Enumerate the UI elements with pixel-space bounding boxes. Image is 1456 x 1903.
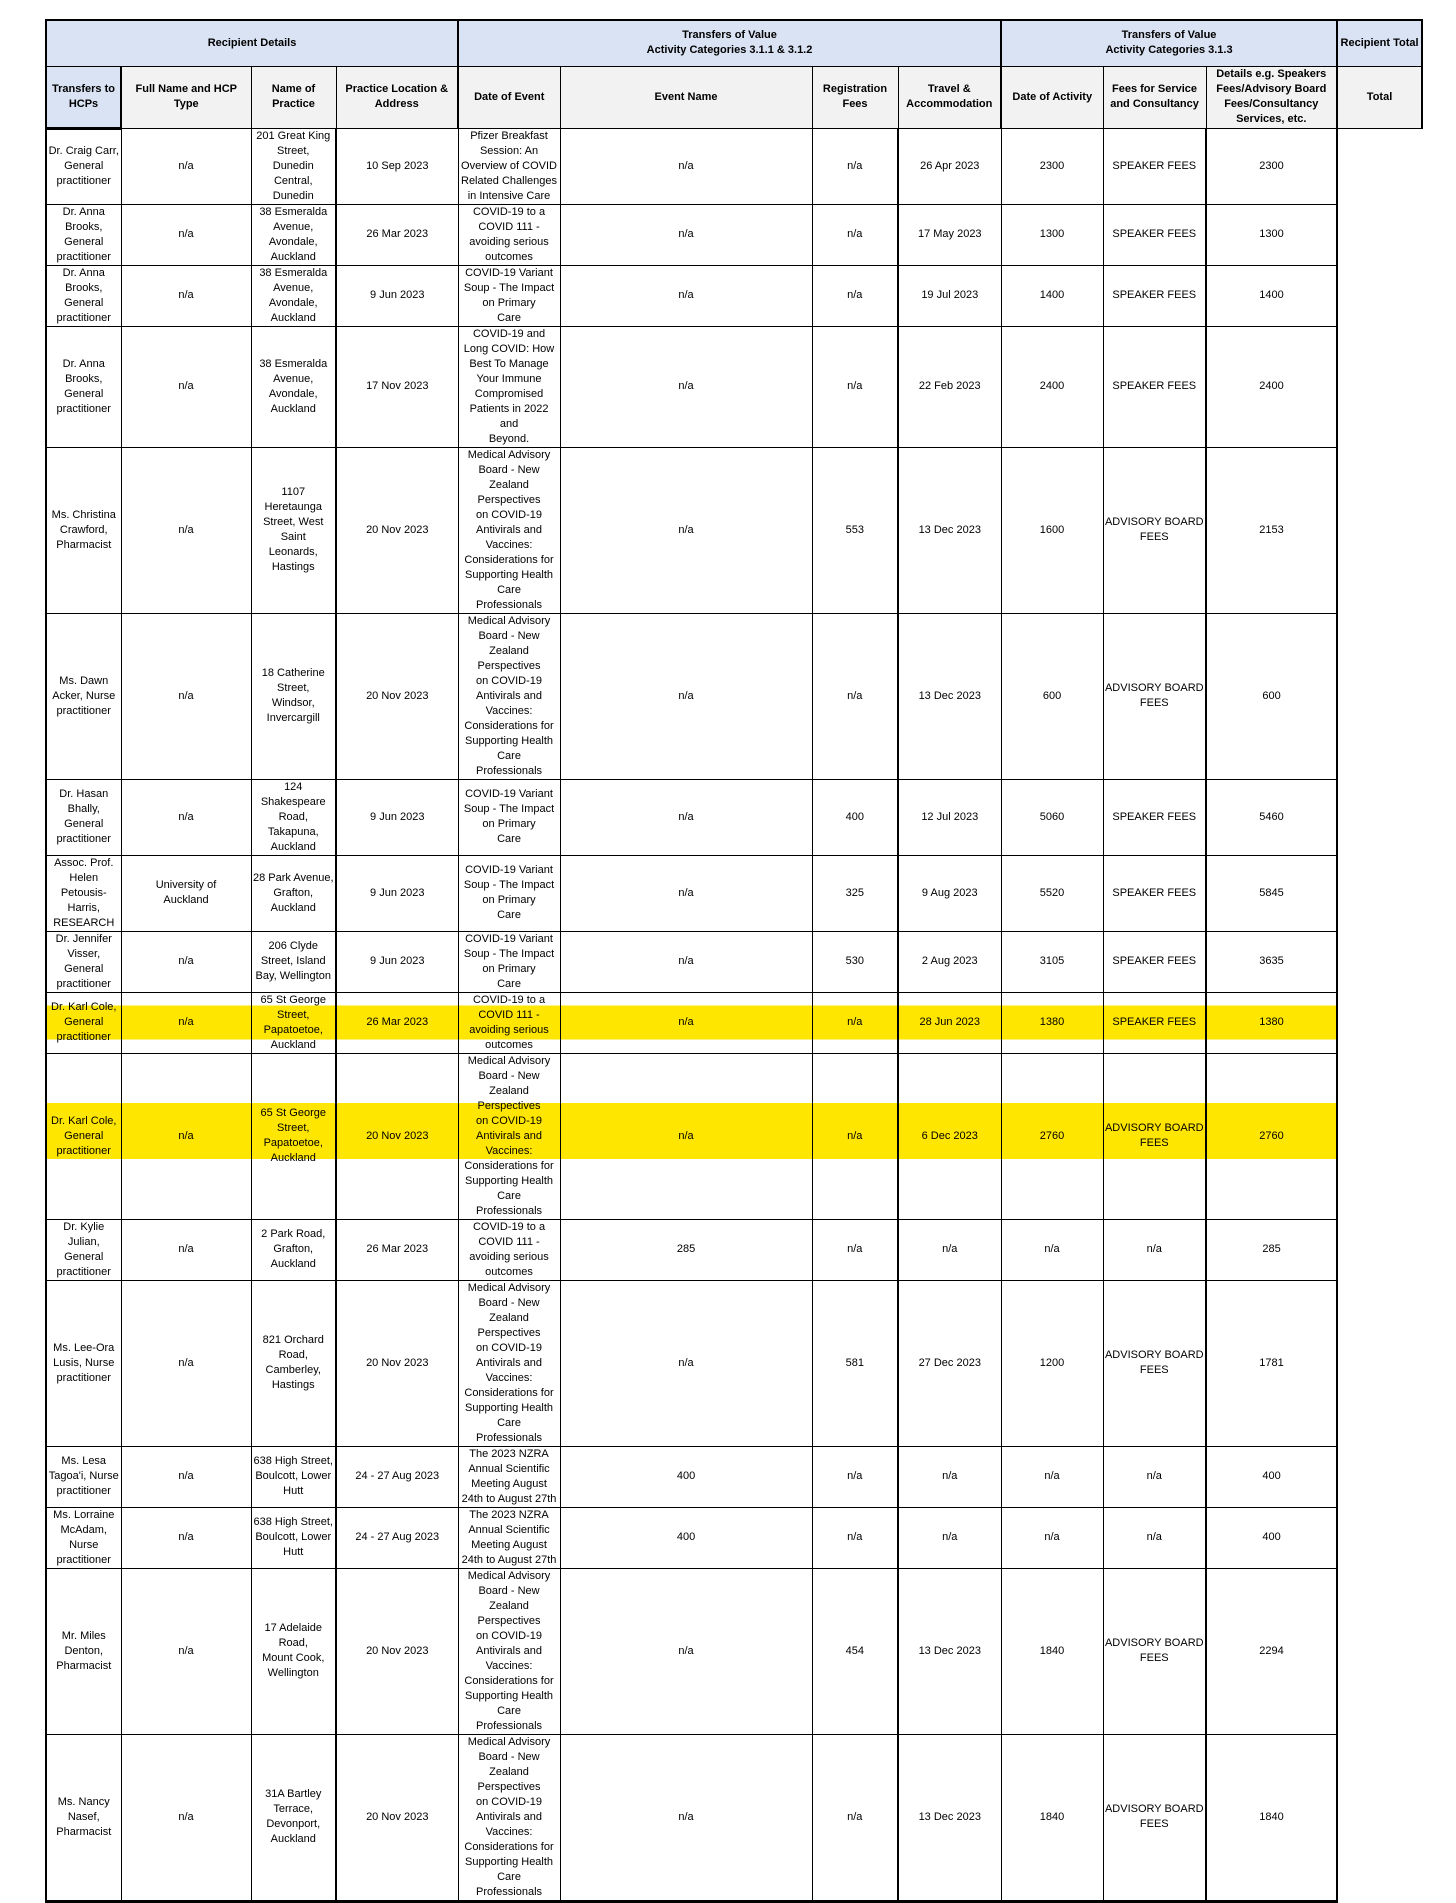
cell-event-name: Medical Advisory Board - New Zealand Perspectives on COVID-19 Antivirals and Vaccines: Considerations for Supporting Health Care Professionals bbox=[458, 613, 560, 779]
cell-date-activity: n/a bbox=[898, 1446, 1001, 1507]
cell-practice: n/a bbox=[121, 1053, 251, 1219]
table-row bbox=[46, 779, 1422, 855]
cell-date-activity: 12 Jul 2023 bbox=[898, 779, 1001, 855]
cell-travel: n/a bbox=[812, 265, 898, 326]
cell-total: 2294 bbox=[1206, 1568, 1337, 1734]
col-practice-header: Name of Practice bbox=[251, 66, 336, 128]
cell-details: n/a bbox=[1103, 1446, 1206, 1507]
cell-full-name: Dr. Craig Carr, General practitioner bbox=[46, 128, 121, 204]
cell-date-event: 20 Nov 2023 bbox=[336, 613, 458, 779]
table-row bbox=[46, 931, 1422, 992]
cell-location: 65 St George Street, Papatoetoe, Auckland bbox=[251, 992, 336, 1053]
cell-details: ADVISORY BOARD FEES bbox=[1103, 1568, 1206, 1734]
cell-total: 2760 bbox=[1206, 1053, 1337, 1219]
table-row bbox=[46, 326, 1422, 447]
cell-registration: 400 bbox=[560, 1507, 812, 1568]
cell-fees: 1200 bbox=[1001, 1280, 1103, 1446]
cell-date-event: 20 Nov 2023 bbox=[336, 1280, 458, 1446]
cell-date-event: 9 Jun 2023 bbox=[336, 855, 458, 931]
table-row bbox=[46, 447, 1422, 613]
cell-location: 17 Adelaide Road, Mount Cook, Wellington bbox=[251, 1568, 336, 1734]
cell-location: 28 Park Avenue, Grafton, Auckland bbox=[251, 855, 336, 931]
cell-registration: n/a bbox=[560, 931, 812, 992]
cell-travel: n/a bbox=[812, 613, 898, 779]
cell-date-activity: 19 Jul 2023 bbox=[898, 265, 1001, 326]
cell-date-activity: 13 Dec 2023 bbox=[898, 1734, 1001, 1901]
cell-fees: 2300 bbox=[1001, 128, 1103, 204]
cell-date-event: 24 - 27 Aug 2023 bbox=[336, 1507, 458, 1568]
cell-event-name: COVID-19 Variant Soup - The Impact on Primary Care bbox=[458, 779, 560, 855]
cell-practice: n/a bbox=[121, 1568, 251, 1734]
cell-total: 1400 bbox=[1206, 265, 1337, 326]
cell-full-name: Dr. Anna Brooks, General practitioner bbox=[46, 265, 121, 326]
cell-practice: University of Auckland bbox=[121, 855, 251, 931]
cell-travel: n/a bbox=[812, 1053, 898, 1219]
cell-fees: 600 bbox=[1001, 613, 1103, 779]
tov-313-header: Transfers of Value Activity Categories 3.1.3 bbox=[1001, 20, 1337, 66]
table-row bbox=[46, 1219, 1422, 1280]
cell-date-event: 17 Nov 2023 bbox=[336, 326, 458, 447]
column-header-row bbox=[46, 66, 1422, 128]
table-row bbox=[46, 1568, 1422, 1734]
cell-full-name: Ms. Christina Crawford, Pharmacist bbox=[46, 447, 121, 613]
cell-fees: 2400 bbox=[1001, 326, 1103, 447]
cell-travel: 454 bbox=[812, 1568, 898, 1734]
cell-event-name: Medical Advisory Board - New Zealand Perspectives on COVID-19 Antivirals and Vaccines: Considerations for Supporting Health Care Professionals bbox=[458, 1053, 560, 1219]
cell-fees: 5520 bbox=[1001, 855, 1103, 931]
cell-full-name: Ms. Lee-Ora Lusis, Nurse practitioner bbox=[46, 1280, 121, 1446]
cell-practice: n/a bbox=[121, 1219, 251, 1280]
cell-date-activity: n/a bbox=[898, 1219, 1001, 1280]
cell-event-name: COVID-19 to a COVID 111 - avoiding serious outcomes bbox=[458, 204, 560, 265]
transfers-of-value-table bbox=[45, 19, 1423, 1903]
cell-location: 201 Great King Street, Dunedin Central, Dunedin bbox=[251, 128, 336, 204]
tov-311-312-header: Transfers of Value Activity Categories 3.1.1 & 3.1.2 bbox=[458, 20, 1001, 66]
cell-date-activity: 26 Apr 2023 bbox=[898, 128, 1001, 204]
cell-travel: 400 bbox=[812, 779, 898, 855]
table-row bbox=[46, 204, 1422, 265]
cell-date-event: 10 Sep 2023 bbox=[336, 128, 458, 204]
cell-full-name: Ms. Lorraine McAdam, Nurse practitioner bbox=[46, 1507, 121, 1568]
cell-details: SPEAKER FEES bbox=[1103, 992, 1206, 1053]
cell-date-event: 20 Nov 2023 bbox=[336, 447, 458, 613]
cell-date-event: 9 Jun 2023 bbox=[336, 265, 458, 326]
col-details-header: Details e.g. Speakers Fees/Advisory Board Fees/Consultancy Services, etc. bbox=[1206, 66, 1337, 128]
col-registration-header: Registration Fees bbox=[812, 66, 898, 128]
cell-details: SPEAKER FEES bbox=[1103, 326, 1206, 447]
cell-registration: n/a bbox=[560, 779, 812, 855]
cell-total: 400 bbox=[1206, 1446, 1337, 1507]
cell-fees: 1840 bbox=[1001, 1734, 1103, 1901]
cell-details: SPEAKER FEES bbox=[1103, 779, 1206, 855]
cell-full-name: Dr. Jennifer Visser, General practitioner bbox=[46, 931, 121, 992]
cell-practice: n/a bbox=[121, 992, 251, 1053]
cell-registration: n/a bbox=[560, 326, 812, 447]
cell-location: 821 Orchard Road, Camberley, Hastings bbox=[251, 1280, 336, 1446]
cell-date-event: 26 Mar 2023 bbox=[336, 992, 458, 1053]
cell-details: SPEAKER FEES bbox=[1103, 265, 1206, 326]
cell-event-name: Medical Advisory Board - New Zealand Perspectives on COVID-19 Antivirals and Vaccines: Considerations for Supporting Health Care Professionals bbox=[458, 1280, 560, 1446]
cell-travel: n/a bbox=[812, 326, 898, 447]
cell-event-name: COVID-19 Variant Soup - The Impact on Primary Care bbox=[458, 931, 560, 992]
cell-date-activity: 28 Jun 2023 bbox=[898, 992, 1001, 1053]
cell-fees: 1300 bbox=[1001, 204, 1103, 265]
cell-total: 5845 bbox=[1206, 855, 1337, 931]
cell-details: n/a bbox=[1103, 1219, 1206, 1280]
cell-total: 1380 bbox=[1206, 992, 1337, 1053]
cell-registration: n/a bbox=[560, 204, 812, 265]
cell-date-activity: 13 Dec 2023 bbox=[898, 613, 1001, 779]
cell-registration: 285 bbox=[560, 1219, 812, 1280]
cell-details: SPEAKER FEES bbox=[1103, 128, 1206, 204]
cell-full-name: Dr. Anna Brooks, General practitioner bbox=[46, 326, 121, 447]
cell-fees: n/a bbox=[1001, 1446, 1103, 1507]
col-date-event-header: Date of Event bbox=[458, 66, 560, 128]
cell-date-event: 20 Nov 2023 bbox=[336, 1053, 458, 1219]
cell-fees: 1380 bbox=[1001, 992, 1103, 1053]
cell-date-activity: 17 May 2023 bbox=[898, 204, 1001, 265]
cell-date-activity: 27 Dec 2023 bbox=[898, 1280, 1001, 1446]
cell-full-name: Ms. Lesa Tagoa'i, Nurse practitioner bbox=[46, 1446, 121, 1507]
cell-details: SPEAKER FEES bbox=[1103, 931, 1206, 992]
cell-travel: n/a bbox=[812, 1507, 898, 1568]
cell-date-activity: 13 Dec 2023 bbox=[898, 447, 1001, 613]
table-row bbox=[46, 128, 1422, 204]
cell-practice: n/a bbox=[121, 265, 251, 326]
cell-travel: n/a bbox=[812, 204, 898, 265]
cell-details: ADVISORY BOARD FEES bbox=[1103, 1280, 1206, 1446]
cell-registration: n/a bbox=[560, 855, 812, 931]
cell-location: 65 St George Street, Papatoetoe, Auckland bbox=[251, 1053, 336, 1219]
cell-event-name: Medical Advisory Board - New Zealand Perspectives on COVID-19 Antivirals and Vaccines: Considerations for Supporting Health Care Professionals bbox=[458, 447, 560, 613]
table-row bbox=[46, 613, 1422, 779]
cell-details: ADVISORY BOARD FEES bbox=[1103, 1734, 1206, 1901]
cell-travel: n/a bbox=[812, 128, 898, 204]
col-full-name-header: Full Name and HCP Type bbox=[121, 66, 251, 128]
cell-event-name: COVID-19 to a COVID 111 - avoiding serious outcomes bbox=[458, 992, 560, 1053]
cell-registration: n/a bbox=[560, 1053, 812, 1219]
table-row bbox=[46, 992, 1422, 1053]
cell-location: 206 Clyde Street, Island Bay, Wellington bbox=[251, 931, 336, 992]
cell-event-name: Medical Advisory Board - New Zealand Perspectives on COVID-19 Antivirals and Vaccines: Considerations for Supporting Health Care Professionals bbox=[458, 1734, 560, 1901]
cell-full-name: Mr. Miles Denton, Pharmacist bbox=[46, 1568, 121, 1734]
cell-fees: n/a bbox=[1001, 1219, 1103, 1280]
cell-total: 3635 bbox=[1206, 931, 1337, 992]
cell-event-name: COVID-19 Variant Soup - The Impact on Primary Care bbox=[458, 265, 560, 326]
cell-full-name: Dr. Karl Cole, General practitioner bbox=[46, 1053, 121, 1219]
cell-practice: n/a bbox=[121, 931, 251, 992]
cell-travel: n/a bbox=[812, 1734, 898, 1901]
group-header-row bbox=[46, 20, 1422, 66]
cell-details: ADVISORY BOARD FEES bbox=[1103, 447, 1206, 613]
cell-location: 38 Esmeralda Avenue, Avondale, Auckland bbox=[251, 265, 336, 326]
cell-fees: 1400 bbox=[1001, 265, 1103, 326]
cell-event-name: COVID-19 Variant Soup - The Impact on Primary Care bbox=[458, 855, 560, 931]
table-row bbox=[46, 1280, 1422, 1446]
col-total-header: Total bbox=[1337, 66, 1422, 128]
cell-event-name: COVID-19 and Long COVID: How Best To Manage Your Immune Compromised Patients in 2022 and Beyond. bbox=[458, 326, 560, 447]
table-row bbox=[46, 1053, 1422, 1219]
cell-travel: 581 bbox=[812, 1280, 898, 1446]
cell-fees: 2760 bbox=[1001, 1053, 1103, 1219]
cell-date-activity: n/a bbox=[898, 1507, 1001, 1568]
table-body bbox=[46, 128, 1422, 1901]
table-row bbox=[46, 1734, 1422, 1901]
cell-full-name: Dr. Kylie Julian, General practitioner bbox=[46, 1219, 121, 1280]
cell-practice: n/a bbox=[121, 204, 251, 265]
cell-details: n/a bbox=[1103, 1507, 1206, 1568]
cell-registration: n/a bbox=[560, 1568, 812, 1734]
cell-registration: n/a bbox=[560, 1734, 812, 1901]
cell-full-name: Ms. Nancy Nasef, Pharmacist bbox=[46, 1734, 121, 1901]
cell-practice: n/a bbox=[121, 128, 251, 204]
cell-travel: n/a bbox=[812, 992, 898, 1053]
cell-location: 31A Bartley Terrace, Devonport, Auckland bbox=[251, 1734, 336, 1901]
cell-details: ADVISORY BOARD FEES bbox=[1103, 1053, 1206, 1219]
cell-practice: n/a bbox=[121, 1507, 251, 1568]
cell-location: 1107 Heretaunga Street, West Saint Leonards, Hastings bbox=[251, 447, 336, 613]
col-date-activity-header: Date of Activity bbox=[1001, 66, 1103, 128]
cell-registration: n/a bbox=[560, 128, 812, 204]
cell-full-name: Dr. Hasan Bhally, General practitioner bbox=[46, 779, 121, 855]
cell-registration: n/a bbox=[560, 1280, 812, 1446]
col-fees-header: Fees for Service and Consultancy bbox=[1103, 66, 1206, 128]
table-row bbox=[46, 265, 1422, 326]
cell-event-name: The 2023 NZRA Annual Scientific Meeting August 24th to August 27th bbox=[458, 1507, 560, 1568]
cell-total: 1781 bbox=[1206, 1280, 1337, 1446]
table-row bbox=[46, 1507, 1422, 1568]
cell-total: 2400 bbox=[1206, 326, 1337, 447]
cell-date-event: 24 - 27 Aug 2023 bbox=[336, 1446, 458, 1507]
cell-date-event: 26 Mar 2023 bbox=[336, 204, 458, 265]
cell-total: 1840 bbox=[1206, 1734, 1337, 1901]
cell-full-name: Dr. Karl Cole, General practitioner bbox=[46, 992, 121, 1053]
cell-date-event: 20 Nov 2023 bbox=[336, 1568, 458, 1734]
cell-date-activity: 13 Dec 2023 bbox=[898, 1568, 1001, 1734]
cell-registration: n/a bbox=[560, 447, 812, 613]
cell-travel: n/a bbox=[812, 1446, 898, 1507]
cell-event-name: Medical Advisory Board - New Zealand Perspectives on COVID-19 Antivirals and Vaccines: Considerations for Supporting Health Care Professionals bbox=[458, 1568, 560, 1734]
cell-practice: n/a bbox=[121, 1280, 251, 1446]
col-event-name-header: Event Name bbox=[560, 66, 812, 128]
cell-location: 38 Esmeralda Avenue, Avondale, Auckland bbox=[251, 204, 336, 265]
cell-details: SPEAKER FEES bbox=[1103, 855, 1206, 931]
cell-full-name: Ms. Dawn Acker, Nurse practitioner bbox=[46, 613, 121, 779]
cell-fees: n/a bbox=[1001, 1507, 1103, 1568]
col-location-header: Practice Location & Address bbox=[336, 66, 458, 128]
cell-date-event: 20 Nov 2023 bbox=[336, 1734, 458, 1901]
cell-date-activity: 6 Dec 2023 bbox=[898, 1053, 1001, 1219]
cell-full-name: Assoc. Prof. Helen Petousis-Harris, RESEARCH bbox=[46, 855, 121, 931]
cell-total: 400 bbox=[1206, 1507, 1337, 1568]
cell-date-event: 26 Mar 2023 bbox=[336, 1219, 458, 1280]
col-travel-header: Travel & Accommodation bbox=[898, 66, 1001, 128]
cell-practice: n/a bbox=[121, 1446, 251, 1507]
cell-travel: 325 bbox=[812, 855, 898, 931]
cell-total: 5460 bbox=[1206, 779, 1337, 855]
cell-event-name: Pfizer Breakfast Session: An Overview of COVID Related Challenges in Intensive Care bbox=[458, 128, 560, 204]
table-row bbox=[46, 855, 1422, 931]
cell-total: 285 bbox=[1206, 1219, 1337, 1280]
cell-total: 600 bbox=[1206, 613, 1337, 779]
cell-practice: n/a bbox=[121, 447, 251, 613]
cell-travel: 530 bbox=[812, 931, 898, 992]
cell-date-activity: 9 Aug 2023 bbox=[898, 855, 1001, 931]
cell-practice: n/a bbox=[121, 613, 251, 779]
cell-details: ADVISORY BOARD FEES bbox=[1103, 613, 1206, 779]
recipient-details-header: Recipient Details bbox=[46, 20, 458, 66]
cell-registration: n/a bbox=[560, 992, 812, 1053]
cell-date-activity: 2 Aug 2023 bbox=[898, 931, 1001, 992]
cell-fees: 5060 bbox=[1001, 779, 1103, 855]
cell-location: 38 Esmeralda Avenue, Avondale, Auckland bbox=[251, 326, 336, 447]
cell-date-activity: 22 Feb 2023 bbox=[898, 326, 1001, 447]
cell-location: 124 Shakespeare Road, Takapuna, Auckland bbox=[251, 779, 336, 855]
cell-registration: 400 bbox=[560, 1446, 812, 1507]
cell-full-name: Dr. Anna Brooks, General practitioner bbox=[46, 204, 121, 265]
cell-practice: n/a bbox=[121, 1734, 251, 1901]
cell-event-name: COVID-19 to a COVID 111 - avoiding serious outcomes bbox=[458, 1219, 560, 1280]
transfers-to-hcps-label: Transfers to HCPs bbox=[46, 66, 121, 128]
cell-details: SPEAKER FEES bbox=[1103, 204, 1206, 265]
cell-event-name: The 2023 NZRA Annual Scientific Meeting August 24th to August 27th bbox=[458, 1446, 560, 1507]
cell-total: 2300 bbox=[1206, 128, 1337, 204]
cell-travel: 553 bbox=[812, 447, 898, 613]
recipient-total-header: Recipient Total bbox=[1337, 20, 1422, 66]
cell-total: 2153 bbox=[1206, 447, 1337, 613]
cell-location: 2 Park Road, Grafton, Auckland bbox=[251, 1219, 336, 1280]
cell-total: 1300 bbox=[1206, 204, 1337, 265]
cell-fees: 1840 bbox=[1001, 1568, 1103, 1734]
cell-date-event: 9 Jun 2023 bbox=[336, 931, 458, 992]
cell-location: 638 High Street, Boulcott, Lower Hutt bbox=[251, 1446, 336, 1507]
cell-registration: n/a bbox=[560, 265, 812, 326]
cell-date-event: 9 Jun 2023 bbox=[336, 779, 458, 855]
table-row bbox=[46, 1446, 1422, 1507]
cell-location: 638 High Street, Boulcott, Lower Hutt bbox=[251, 1507, 336, 1568]
cell-registration: n/a bbox=[560, 613, 812, 779]
cell-practice: n/a bbox=[121, 326, 251, 447]
cell-travel: n/a bbox=[812, 1219, 898, 1280]
cell-fees: 3105 bbox=[1001, 931, 1103, 992]
cell-practice: n/a bbox=[121, 779, 251, 855]
cell-fees: 1600 bbox=[1001, 447, 1103, 613]
cell-location: 18 Catherine Street, Windsor, Invercargill bbox=[251, 613, 336, 779]
